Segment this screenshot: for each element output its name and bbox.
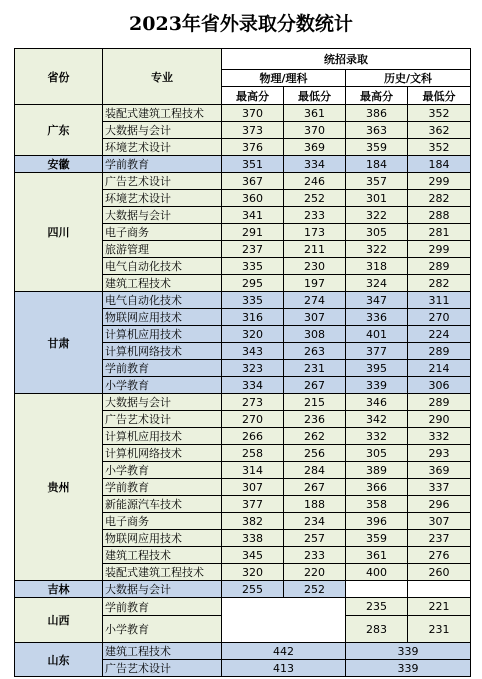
table-row <box>15 105 471 122</box>
phys-min-cell: 215 <box>284 394 346 411</box>
phys-max-cell: 314 <box>222 462 284 479</box>
hist-max-cell: 305 <box>346 445 408 462</box>
hist-max-cell: 386 <box>346 105 408 122</box>
header-phys-max: 最高分 <box>222 87 284 105</box>
phys-max-cell: 351 <box>222 156 284 173</box>
province-cell: 山西 <box>15 598 103 643</box>
phys-max-cell: 334 <box>222 377 284 394</box>
header-row-1 <box>15 49 471 70</box>
phys-min-cell: 233 <box>284 207 346 224</box>
phys-max-cell: 377 <box>222 496 284 513</box>
table-row <box>15 173 471 190</box>
hist-max-cell: 318 <box>346 258 408 275</box>
hist-max-cell: 322 <box>346 207 408 224</box>
hist-max-cell: 301 <box>346 190 408 207</box>
province-cell: 山东 <box>15 643 103 677</box>
hist-min-cell: 337 <box>408 479 471 496</box>
hist-min-cell: 289 <box>408 258 471 275</box>
score-table <box>14 48 471 677</box>
hist-min-cell: 299 <box>408 241 471 258</box>
hist-max-cell: 395 <box>346 360 408 377</box>
major-cell: 大数据与会计 <box>103 581 222 598</box>
hist-max-cell: 359 <box>346 139 408 156</box>
phys-max-cell: 367 <box>222 173 284 190</box>
major-cell: 环境艺术设计 <box>103 139 222 156</box>
hist-max-cell: 363 <box>346 122 408 139</box>
hist-max-cell: 361 <box>346 547 408 564</box>
phys-max-cell: 258 <box>222 445 284 462</box>
phys-max-cell: 382 <box>222 513 284 530</box>
hist-min-cell: 290 <box>408 411 471 428</box>
header-phys-min: 最低分 <box>284 87 346 105</box>
phys-max-cell: 237 <box>222 241 284 258</box>
phys-min-cell: 274 <box>284 292 346 309</box>
major-cell: 小学教育 <box>103 616 222 643</box>
major-cell: 装配式建筑工程技术 <box>103 564 222 581</box>
header-group: 统招录取 <box>222 49 471 70</box>
phys-max-cell: 266 <box>222 428 284 445</box>
major-cell: 建筑工程技术 <box>103 547 222 564</box>
phys-max-cell: 338 <box>222 530 284 547</box>
province-cell: 四川 <box>15 173 103 292</box>
hist-min-cell: 184 <box>408 156 471 173</box>
major-cell: 学前教育 <box>103 479 222 496</box>
major-cell: 计算机应用技术 <box>103 428 222 445</box>
hist-min-cell: 299 <box>408 173 471 190</box>
major-cell: 旅游管理 <box>103 241 222 258</box>
hist-max-cell: 305 <box>346 224 408 241</box>
hist-min-cell: 221 <box>408 598 471 616</box>
phys-min-cell: 230 <box>284 258 346 275</box>
major-cell: 建筑工程技术 <box>103 643 222 660</box>
hist-max-cell: 184 <box>346 156 408 173</box>
hist-min-cell: 311 <box>408 292 471 309</box>
hist-max-cell: 389 <box>346 462 408 479</box>
hist-max-cell: 346 <box>346 394 408 411</box>
hist-min-cell: 260 <box>408 564 471 581</box>
hist-min-cell: 237 <box>408 530 471 547</box>
hist-min-cell: 231 <box>408 616 471 643</box>
major-cell: 计算机网络技术 <box>103 343 222 360</box>
hist-min-cell: 352 <box>408 105 471 122</box>
phys-max-cell: 320 <box>222 564 284 581</box>
phys-max-cell: 343 <box>222 343 284 360</box>
major-cell: 广告艺术设计 <box>103 660 222 677</box>
header-province: 省份 <box>15 49 103 105</box>
hist-score-cell: 339 <box>346 643 471 660</box>
major-cell: 大数据与会计 <box>103 122 222 139</box>
phys-min-cell: 308 <box>284 326 346 343</box>
hist-max-cell: 322 <box>346 241 408 258</box>
hist-max-cell: 366 <box>346 479 408 496</box>
phys-max-cell: 323 <box>222 360 284 377</box>
hist-min-cell: 282 <box>408 275 471 292</box>
phys-min-cell: 307 <box>284 309 346 326</box>
phys-max-cell: 295 <box>222 275 284 292</box>
empty-cell <box>346 581 408 598</box>
phys-min-cell: 246 <box>284 173 346 190</box>
province-cell: 安徽 <box>15 156 103 173</box>
phys-min-cell: 220 <box>284 564 346 581</box>
phys-min-cell: 236 <box>284 411 346 428</box>
hist-min-cell: 296 <box>408 496 471 513</box>
phys-max-cell: 320 <box>222 326 284 343</box>
phys-max-cell: 345 <box>222 547 284 564</box>
hist-max-cell: 336 <box>346 309 408 326</box>
major-cell: 小学教育 <box>103 377 222 394</box>
hist-max-cell: 377 <box>346 343 408 360</box>
major-cell: 计算机网络技术 <box>103 445 222 462</box>
phys-min-cell: 361 <box>284 105 346 122</box>
phys-max-cell: 255 <box>222 581 284 598</box>
phys-min-cell: 252 <box>284 581 346 598</box>
major-cell: 物联网应用技术 <box>103 309 222 326</box>
major-cell: 大数据与会计 <box>103 207 222 224</box>
hist-min-cell: 293 <box>408 445 471 462</box>
phys-max-cell: 376 <box>222 139 284 156</box>
phys-min-cell: 334 <box>284 156 346 173</box>
hist-min-cell: 289 <box>408 343 471 360</box>
phys-min-cell: 257 <box>284 530 346 547</box>
phys-min-cell: 267 <box>284 479 346 496</box>
hist-max-cell: 358 <box>346 496 408 513</box>
phys-min-cell: 284 <box>284 462 346 479</box>
page-title: 2023年省外录取分数统计 <box>129 13 353 35</box>
phys-min-cell: 211 <box>284 241 346 258</box>
hist-max-cell: 357 <box>346 173 408 190</box>
major-cell: 新能源汽车技术 <box>103 496 222 513</box>
hist-min-cell: 369 <box>408 462 471 479</box>
province-cell: 广东 <box>15 105 103 156</box>
phys-max-cell: 373 <box>222 122 284 139</box>
major-cell: 建筑工程技术 <box>103 275 222 292</box>
phys-max-cell: 341 <box>222 207 284 224</box>
phys-max-cell: 335 <box>222 258 284 275</box>
hist-min-cell: 282 <box>408 190 471 207</box>
major-cell: 电气自动化技术 <box>103 258 222 275</box>
hist-min-cell: 332 <box>408 428 471 445</box>
header-hist-max: 最高分 <box>346 87 408 105</box>
major-cell: 计算机应用技术 <box>103 326 222 343</box>
hist-max-cell: 283 <box>346 616 408 643</box>
major-cell: 广告艺术设计 <box>103 173 222 190</box>
major-cell: 大数据与会计 <box>103 394 222 411</box>
hist-min-cell: 214 <box>408 360 471 377</box>
hist-min-cell: 289 <box>408 394 471 411</box>
province-cell: 甘肃 <box>15 292 103 394</box>
table-row <box>15 581 471 598</box>
hist-min-cell: 288 <box>408 207 471 224</box>
province-cell: 吉林 <box>15 581 103 598</box>
phys-min-cell: 267 <box>284 377 346 394</box>
phys-min-cell: 234 <box>284 513 346 530</box>
phys-min-cell: 256 <box>284 445 346 462</box>
empty-cell <box>408 581 471 598</box>
phys-score-cell: 442 <box>222 643 346 660</box>
phys-min-cell: 231 <box>284 360 346 377</box>
hist-max-cell: 401 <box>346 326 408 343</box>
hist-min-cell: 352 <box>408 139 471 156</box>
hist-max-cell: 332 <box>346 428 408 445</box>
hist-max-cell: 396 <box>346 513 408 530</box>
table-row <box>15 643 471 660</box>
hist-max-cell: 235 <box>346 598 408 616</box>
phys-min-cell: 188 <box>284 496 346 513</box>
hist-score-cell: 339 <box>346 660 471 677</box>
hist-min-cell: 362 <box>408 122 471 139</box>
major-cell: 学前教育 <box>103 360 222 377</box>
hist-max-cell: 339 <box>346 377 408 394</box>
major-cell: 学前教育 <box>103 156 222 173</box>
table-row <box>15 394 471 411</box>
table-row <box>15 598 471 616</box>
phys-min-cell: 370 <box>284 122 346 139</box>
major-cell: 电子商务 <box>103 224 222 241</box>
phys-min-cell: 252 <box>284 190 346 207</box>
province-cell: 贵州 <box>15 394 103 581</box>
phys-max-cell: 270 <box>222 411 284 428</box>
hist-max-cell: 400 <box>346 564 408 581</box>
hist-min-cell: 281 <box>408 224 471 241</box>
table-row <box>15 156 471 173</box>
major-cell: 小学教育 <box>103 462 222 479</box>
hist-max-cell: 359 <box>346 530 408 547</box>
phys-max-cell: 273 <box>222 394 284 411</box>
major-cell: 装配式建筑工程技术 <box>103 105 222 122</box>
major-cell: 电气自动化技术 <box>103 292 222 309</box>
major-cell: 物联网应用技术 <box>103 530 222 547</box>
major-cell: 环境艺术设计 <box>103 190 222 207</box>
hist-max-cell: 324 <box>346 275 408 292</box>
hist-min-cell: 276 <box>408 547 471 564</box>
empty-cell <box>222 598 346 643</box>
phys-min-cell: 262 <box>284 428 346 445</box>
phys-max-cell: 316 <box>222 309 284 326</box>
header-major: 专业 <box>103 49 222 105</box>
major-cell: 广告艺术设计 <box>103 411 222 428</box>
phys-min-cell: 197 <box>284 275 346 292</box>
hist-min-cell: 306 <box>408 377 471 394</box>
hist-max-cell: 342 <box>346 411 408 428</box>
phys-min-cell: 263 <box>284 343 346 360</box>
hist-min-cell: 307 <box>408 513 471 530</box>
header-phys: 物理/理科 <box>222 70 346 87</box>
phys-min-cell: 173 <box>284 224 346 241</box>
hist-min-cell: 270 <box>408 309 471 326</box>
major-cell: 学前教育 <box>103 598 222 616</box>
hist-min-cell: 224 <box>408 326 471 343</box>
phys-max-cell: 370 <box>222 105 284 122</box>
phys-max-cell: 360 <box>222 190 284 207</box>
phys-min-cell: 233 <box>284 547 346 564</box>
phys-min-cell: 369 <box>284 139 346 156</box>
score-table-body <box>15 49 471 677</box>
table-row <box>15 292 471 309</box>
header-hist: 历史/文科 <box>346 70 471 87</box>
hist-max-cell: 347 <box>346 292 408 309</box>
phys-max-cell: 307 <box>222 479 284 496</box>
phys-score-cell: 413 <box>222 660 346 677</box>
phys-max-cell: 335 <box>222 292 284 309</box>
major-cell: 电子商务 <box>103 513 222 530</box>
phys-max-cell: 291 <box>222 224 284 241</box>
header-hist-min: 最低分 <box>408 87 471 105</box>
